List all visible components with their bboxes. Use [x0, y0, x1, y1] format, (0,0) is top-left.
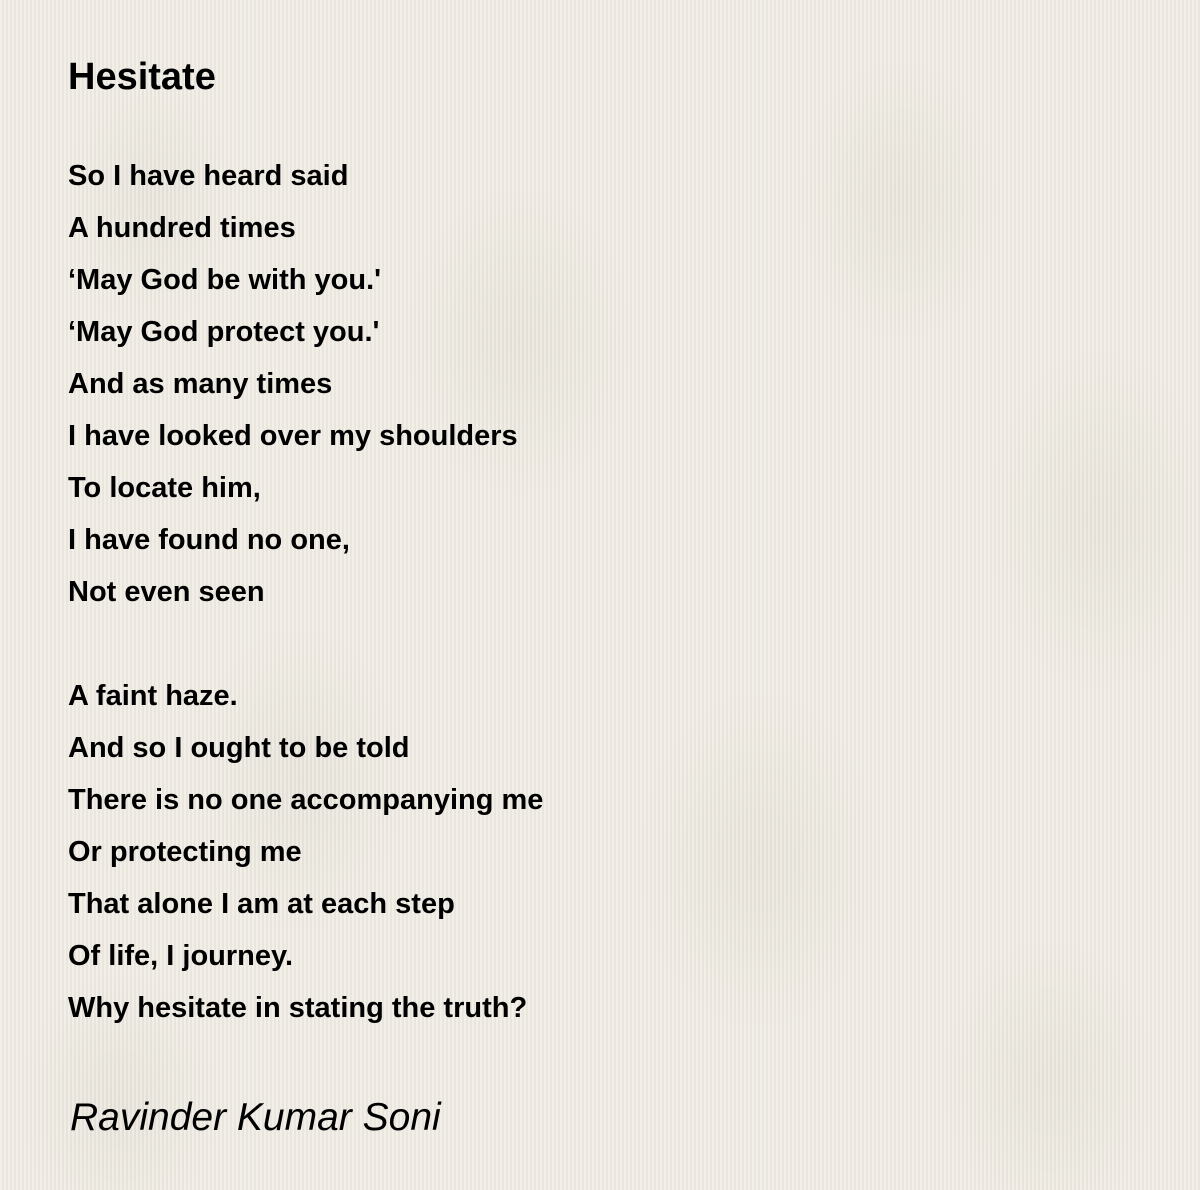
poem-stanza-1 — [68, 150, 1128, 618]
poem-line: And as many times — [68, 368, 333, 400]
poem-line: I have looked over my shoulders — [68, 420, 518, 452]
poem-line: Why hesitate in stating the truth? — [68, 992, 528, 1024]
poem-line: ‘May God protect you.' — [68, 316, 380, 348]
poem-line: Of life, I journey. — [68, 940, 294, 972]
poem-stanza-2 — [68, 670, 1128, 1034]
poem-line: A hundred times — [68, 212, 296, 244]
poem-line: To locate him, — [68, 472, 261, 504]
poem-line: There is no one accompanying me — [68, 784, 544, 816]
poem-line: A faint haze. — [68, 680, 238, 712]
poem-line: That alone I am at each step — [68, 888, 455, 920]
poem-line: ‘May God be with you.' — [68, 264, 382, 296]
poem-line: I have found no one, — [68, 524, 350, 556]
poem-author: Ravinder Kumar Soni — [70, 1096, 441, 1139]
poem-line: Or protecting me — [68, 836, 302, 868]
poem-container — [68, 52, 1128, 1142]
poem-line: So I have heard said — [68, 160, 349, 192]
poem-title: Hesitate — [68, 56, 216, 98]
poem-line: Not even seen — [68, 576, 265, 608]
poem-line: And so I ought to be told — [68, 732, 410, 764]
